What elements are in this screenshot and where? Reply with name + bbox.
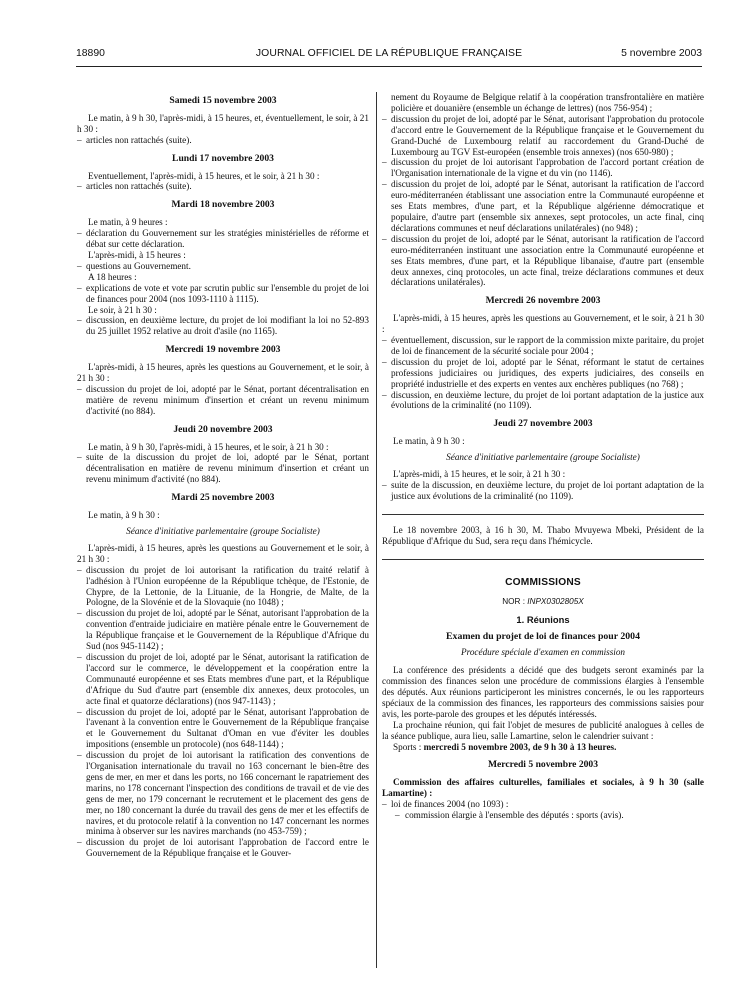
- section-heading: 1. Réunions: [516, 614, 570, 626]
- journal-title: JOURNAL OFFICIEL DE LA RÉPUBLIQUE FRANÇAISE: [255, 48, 523, 59]
- day-heading: Mercredi 5 novembre 2003: [487, 759, 599, 771]
- sports-date: mercredi 5 novembre 2003, de 9 h 30 à 13 heures.: [423, 741, 617, 752]
- day-heading: Jeudi 27 novembre 2003: [493, 418, 593, 430]
- body-paragraph: La conférence des présidents a décidé que des budgets seront examinés par la commission des finances selon une procédure de commissions élargies à l'ensemble des députés. Aux réunions participeront les ministres concernés, le ou les rapporteurs spéciaux de la commission des finances, les rapporteurs des commissions saisies pour avis, les porte-parole des groupes et les députés intéressés.: [382, 665, 704, 719]
- commissions-heading: COMMISSIONS: [505, 576, 581, 588]
- agenda-item: – loi de finances 2004 (no 1093) :: [382, 799, 704, 810]
- session-type: Séance d'initiative parlementaire (groupe Socialiste): [446, 452, 640, 463]
- agenda-item: – discussion, en deuxième lecture, du projet de loi modifiant la loi no 52-893 du 25 juillet 1952 relative au droit d'asile (no 1165).: [77, 315, 369, 337]
- agenda-item: – discussion du projet de loi, adopté par le Sénat, réformant le statut de certaines professions judiciaires ou juridiques, des experts judiciaires, des conseils en propriété industrielle et des experts en ventes aux enchères publiques (no 768) ;: [382, 357, 704, 390]
- agenda-item: – discussion du projet de loi autorisant la ratification des conventions de l'Organisation internationale du travail no 163 concernant le bien-être des gens de mer, en mer et dans les ports, no 166 concernant le rapatriement des marins, no 178 concernant l'inspection des conditions de travail et de vie des gens de mer, no 179 concernant le recrutement et le placement des gens de mer, no 180 concernant la durée du travail des gens de mer et les effectifs de navires, et du protocole relatif à la convention no 147 concernant les normes minima à observer sur les navires marchands (no 453-759) ;: [77, 750, 369, 837]
- column-divider: [376, 92, 377, 968]
- agenda-list: [382, 335, 704, 411]
- session-time: Eventuellement, l'après-midi, à 15 heures, et le soir, à 21 h 30 :: [88, 170, 320, 181]
- agenda-item: – discussion du projet de loi, adopté par le Sénat, autorisant la ratification de l'accord sur le commerce, le développement et la coopération entre la Communauté européenne et ses Etats membres d'une part, et la République d'Afrique du Sud d'autre part (ensemble dix annexes, deux protocoles, un acte final et quatorze déclarations) (nos 947-1143) ;: [77, 652, 369, 707]
- agenda-item: – discussion du projet de loi autorisant l'approbation de l'accord portant création de l'Organisation internationale de la vigne et du vin (no 1146).: [382, 157, 704, 179]
- agenda-item: – discussion du projet de loi, adopté par le Sénat, autorisant la ratification de l'accord euro-méditerranéen instituant une association entre la Communauté européenne et ses Etats membres, d'une part, et la République libanaise, d'autre part (ensemble deux annexes, cinq protocoles, un acte final, treize déclarations communes et deux déclarations unilatérales).: [382, 234, 704, 289]
- agenda-list: [77, 283, 369, 305]
- exam-heading: Examen du projet de loi de finances pour 2004: [446, 631, 640, 643]
- agenda-item: – questions au Gouvernement.: [77, 261, 369, 272]
- session-time: Le matin, à 9 h 30 :: [393, 436, 465, 447]
- commission-name: Commission des affaires culturelles, familiales et sociales, à 9 h 30 (salle Lamartine) :: [382, 777, 704, 799]
- agenda-list: [382, 114, 704, 289]
- agenda-list: [382, 480, 704, 502]
- body-paragraph: La prochaine réunion, qui fait l'objet de mesures de publicité analogues à celles de la séance publique, aura lieu, salle Lamartine, selon le calendrier suivant :: [382, 719, 704, 741]
- agenda-list: [77, 135, 369, 146]
- day-heading: Mardi 25 novembre 2003: [171, 492, 275, 504]
- day-heading: Mardi 18 novembre 2003: [171, 199, 275, 211]
- agenda-item: – discussion du projet de loi, adopté par le Sénat, autorisant l'approbation de la convention d'entraide judiciaire en matière pénale entre le Gouvernement de la République française et le Gouvernement de la République d'Afrique du Sud (nos 945-1142) ;: [77, 608, 369, 652]
- procedure-subheading: Procédure spéciale d'examen en commission: [460, 647, 626, 658]
- day-heading: Samedi 15 novembre 2003: [169, 95, 277, 106]
- nor-label: NOR :: [502, 596, 525, 606]
- day-heading: Mercredi 19 novembre 2003: [165, 344, 281, 356]
- agenda-item: – discussion du projet de loi, adopté par le Sénat, autorisant la ratification de l'accord euro-méditerranéen établissant une association entre la Communauté européenne et ses Etats membres, d'une part, et la République algérienne démocratique et populaire, d'autre part (ensemble six annexes, sept protocoles, un acte final, cinq déclarations communes et neuf déclarations unilatérales) (no 948) ;: [382, 179, 704, 234]
- agenda-item: – éventuellement, discussion, sur le rapport de la commission mixte paritaire, du projet de loi de financement de la sécurité sociale pour 2004 ;: [382, 335, 704, 357]
- agenda-item: – suite de la discussion du projet de loi, adopté par le Sénat, portant décentralisation en matière de revenu minimum d'insertion et créant un revenu minimum d'activité (no 884).: [77, 452, 369, 485]
- nor-reference: [382, 597, 704, 608]
- agenda-list: [77, 384, 369, 417]
- session-time: L'après-midi, à 15 heures, après les questions au Gouvernement, et le soir, à 21 h 30 :: [77, 362, 369, 384]
- agenda-sublist: [382, 810, 704, 821]
- session-time: Le soir, à 21 h 30 :: [88, 304, 157, 315]
- left-column: [77, 88, 369, 859]
- agenda-item: – articles non rattachés (suite).: [77, 135, 369, 146]
- agenda-item: – discussion du projet de loi, adopté par le Sénat, autorisant l'approbation du protocole d'accord entre le Gouvernement de la République française et le Gouvernement du Grand-Duché de Luxembourg relatif au raccordement du Grand-Duché de Luxembourg au TGV Est-européen (ensemble trois annexes) (nos 650-980) ;: [382, 114, 704, 158]
- session-time: A 18 heures :: [88, 271, 137, 282]
- day-heading: Jeudi 20 novembre 2003: [173, 423, 273, 435]
- session-time: Le matin, à 9 h 30 :: [88, 510, 160, 521]
- agenda-list: [77, 228, 369, 250]
- agenda-item: – articles non rattachés (suite).: [77, 181, 369, 192]
- sports-label: Sports :: [393, 741, 422, 752]
- agenda-list: [77, 565, 369, 859]
- agenda-item: – commission élargie à l'ensemble des députés : sports (avis).: [382, 810, 704, 821]
- session-time: Le matin, à 9 h 30, l'après-midi, à 15 heures, et, éventuellement, le soir, à 21 h 30 :: [77, 112, 369, 134]
- session-time: Le matin, à 9 heures :: [88, 217, 168, 228]
- session-time: L'après-midi, à 15 heures, après les questions au Gouvernement, et le soir, à 21 h 30 :: [382, 313, 704, 335]
- agenda-item: – discussion, en deuxième lecture, du projet de loi portant adaptation de la justice aux évolutions de la criminalité (no 1109).: [382, 390, 704, 412]
- section-rule: [382, 559, 704, 560]
- agenda-item: – déclaration du Gouvernement sur les stratégies ministérielles de réforme et débat sur cette déclaration.: [77, 228, 369, 250]
- agenda-item: – suite de la discussion, en deuxième lecture, du projet de loi portant adaptation de la justice aux évolutions de la criminalité (no 1109).: [382, 480, 704, 502]
- day-heading: Mercredi 26 novembre 2003: [485, 295, 601, 307]
- nor-code: INPX0302805X: [527, 596, 584, 606]
- session-time: Le matin, à 9 h 30, l'après-midi, à 15 heures, et le soir, à 21 h 30 :: [88, 441, 329, 452]
- agenda-item: – discussion du projet de loi, adopté par le Sénat, portant décentralisation en matière de revenu minimum d'insertion et créant un revenu minimum d'activité (no 884).: [77, 384, 369, 417]
- agenda-list: [77, 261, 369, 272]
- agenda-list: [77, 315, 369, 337]
- header-rule: [76, 66, 702, 67]
- agenda-item: – explications de vote et vote par scrutin public sur l'ensemble du projet de loi de finances pour 2004 (nos 1093-1110 à 1115).: [77, 283, 369, 305]
- session-time: L'après-midi, à 15 heures, après les questions au Gouvernement et le soir, à 21 h 30 :: [77, 542, 369, 564]
- page-number: 18890: [76, 48, 105, 59]
- visit-announcement: Le 18 novembre 2003, à 16 h 30, M. Thabo Mvuyewa Mbeki, Président de la République d'Afrique du Sud, sera reçu dans l'hémicycle.: [382, 524, 704, 546]
- day-heading: Lundi 17 novembre 2003: [172, 152, 274, 164]
- right-column: [382, 92, 704, 821]
- page-header: [76, 48, 702, 64]
- sports-schedule: [382, 742, 704, 753]
- session-time: L'après-midi, à 15 heures :: [88, 249, 186, 260]
- agenda-item: – discussion du projet de loi autorisant la ratification du traité relatif à l'adhésion à l'Union européenne de la République tchèque, de l'Estonie, de Chypre, de la Lettonie, de la Lituanie, de la Hongrie, de Malte, de la Pologne, de la Slovénie et de la Slovaquie (no 1048) ;: [77, 565, 369, 609]
- agenda-list: [77, 181, 369, 192]
- session-type: Séance d'initiative parlementaire (groupe Socialiste): [126, 526, 320, 536]
- session-time: L'après-midi, à 15 heures, et le soir, à 21 h 30 :: [393, 469, 566, 480]
- section-rule: [382, 514, 704, 515]
- agenda-item: – discussion du projet de loi autorisant l'approbation de l'accord entre le Gouvernement de la République française et le Gouver-: [77, 837, 369, 859]
- agenda-list: [77, 452, 369, 485]
- agenda-item-continued: nement du Royaume de Belgique relatif à la coopération transfrontalière en matière policière et douanière (ensemble un échange de lettres) (nos 756-954) ;: [391, 92, 704, 113]
- agenda-item: – discussion du projet de loi, adopté par le Sénat, autorisant l'approbation de l'avenant à la convention entre le Gouvernement de la République française et le Gouvernement du Sultanat d'Oman en vue d'éviter les doubles impositions (ensemble un protocole) (nos 648-1144) ;: [77, 707, 369, 751]
- issue-date: 5 novembre 2003: [621, 48, 702, 59]
- agenda-list: [382, 799, 704, 810]
